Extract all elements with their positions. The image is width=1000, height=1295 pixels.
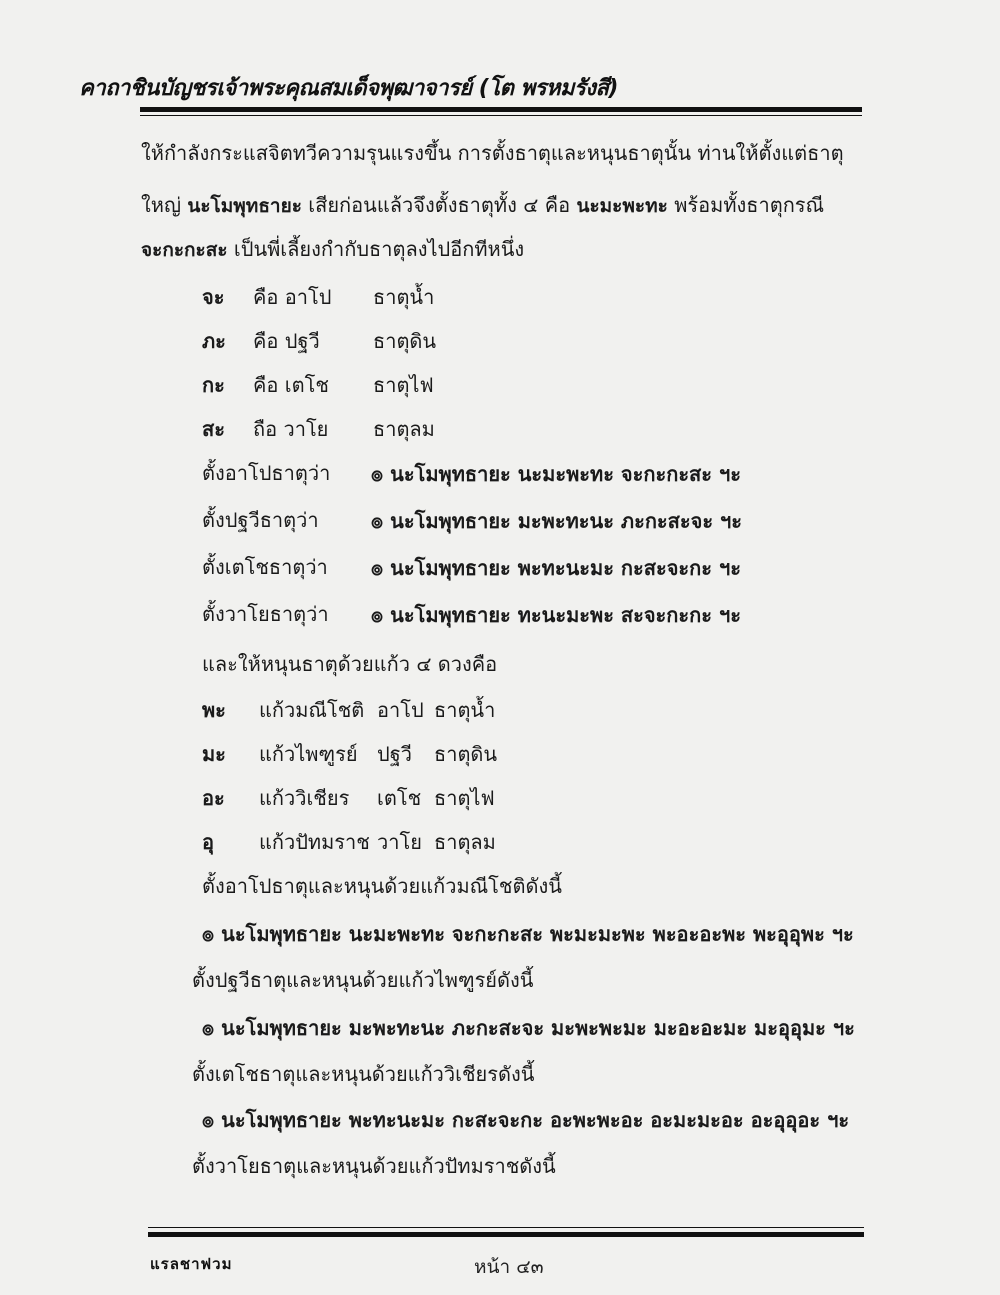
gem-syllable: อุ: [202, 830, 215, 854]
gem-element-name: ธาตุดิน: [434, 742, 498, 766]
setting-label: ตั้งปฐวีธาตุว่า: [202, 508, 319, 532]
gem-element-name: ธาตุไฟ: [434, 786, 495, 810]
setting-chant: ๏ นะโมพุทธายะ พะทะนะมะ กะสะจะกะ ฯะ: [371, 556, 741, 580]
gem-syllable: มะ: [202, 742, 226, 766]
setting-label: ตั้งวาโยธาตุว่า: [202, 602, 329, 626]
paragraph-line-3: จะกะกะสะ เป็นพี่เลี้ยงกำกับธาตุลงไปอีกทีหนึ่ง: [141, 237, 525, 261]
element-is: ถือ วาโย: [253, 417, 329, 441]
setting-label: ตั้งอาโปธาตุว่า: [202, 461, 331, 485]
element-is: คือ ปฐวี: [253, 329, 320, 353]
support-intro: ตั้งวาโยธาตุและหนุนด้วยแก้วปัทมราชดังนี้: [192, 1154, 556, 1178]
gem-name: แก้วมณีโชติ: [259, 698, 365, 722]
support-intro: ตั้งเตโชธาตุและหนุนด้วยแก้ววิเชียรดังนี้: [192, 1062, 535, 1086]
element-is: คือ เตโช: [253, 373, 329, 397]
element-is: คือ อาโป: [253, 285, 332, 309]
gem-syllable: พะ: [202, 698, 226, 722]
header-title: คาถาชินบัญชรเจ้าพระคุณสมเด็จพุฒาจารย์ (โต พรหมรังสี): [79, 76, 618, 101]
support-chant: ๏ นะโมพุทธายะ นะมะพะทะ จะกะกะสะ พะมะมะพะ พะอะอะพะ พะอุอุพะ ฯะ: [202, 922, 854, 946]
setting-chant: ๏ นะโมพุทธายะ มะพะทะนะ ภะกะสะจะ ฯะ: [371, 509, 743, 533]
support-chant: ๏ นะโมพุทธายะ มะพะทะนะ ภะกะสะจะ มะพะพะมะ มะอะอะมะ มะอุอุมะ ฯะ: [202, 1016, 855, 1040]
element-syllable: ภะ: [202, 329, 226, 353]
gem-element: อาโป: [377, 698, 424, 722]
gems-intro: และให้หนุนธาตุด้วยแก้ว ๔ ดวงคือ: [202, 652, 498, 676]
support-intro: ตั้งปฐวีธาตุและหนุนด้วยแก้วไพฑูรย์ดังนี้: [192, 968, 534, 992]
header-rule-thin: [140, 115, 862, 116]
setting-label: ตั้งเตโชธาตุว่า: [202, 555, 328, 579]
gem-element: วาโย: [377, 830, 422, 854]
gem-element: เตโช: [377, 786, 422, 810]
bold-term: นะมะพะทะ: [576, 195, 668, 217]
element-syllable: จะ: [202, 285, 225, 309]
paragraph-line-1: ให้กำลังกระแสจิตทวีความรุนแรงขึ้น การตั้งธาตุและหนุนธาตุนั้น ท่านให้ตั้งแต่ธาตุ: [141, 141, 844, 165]
setting-chant: ๏ นะโมพุทธายะ ทะนะมะพะ สะจะกะกะ ฯะ: [371, 603, 741, 627]
support-intro: ตั้งอาโปธาตุและหนุนด้วยแก้วมณีโชติดังนี้: [202, 874, 562, 898]
gem-syllable: อะ: [202, 786, 225, 810]
footer-logo: แรลชาฟวม: [150, 1255, 233, 1273]
element-name: ธาตุน้ำ: [373, 285, 435, 309]
gem-name: แก้วปัทมราช: [259, 830, 370, 854]
header-rule-thick: [140, 107, 862, 112]
footer-rule-thick: [148, 1232, 864, 1237]
gem-element-name: ธาตุน้ำ: [434, 698, 496, 722]
element-name: ธาตุไฟ: [373, 373, 434, 397]
support-chant: ๏ นะโมพุทธายะ พะทะนะมะ กะสะจะกะ อะพะพะอะ อะมะมะอะ อะอุอุอะ ฯะ: [202, 1108, 850, 1132]
footer-rule-thin: [148, 1227, 864, 1228]
page-number: หน้า ๔๓: [474, 1256, 544, 1278]
setting-chant: ๏ นะโมพุทธายะ นะมะพะทะ จะกะกะสะ ฯะ: [371, 462, 741, 486]
element-name: ธาตุดิน: [373, 329, 437, 353]
element-name: ธาตุลม: [373, 417, 435, 441]
gem-element: ปฐวี: [377, 742, 412, 766]
gem-name: แก้ววิเชียร: [259, 786, 350, 810]
gem-name: แก้วไพฑูรย์: [259, 742, 358, 766]
paragraph-line-2: ใหญ่ นะโมพุทธายะ เสียก่อนแล้วจึงตั้งธาตุทั้ง ๔ คือ นะมะพะทะ พร้อมทั้งธาตุกรณี: [141, 193, 825, 217]
bold-term: จะกะกะสะ: [141, 239, 228, 261]
element-syllable: กะ: [202, 373, 225, 397]
element-syllable: สะ: [202, 417, 225, 441]
bold-term: นะโมพุทธายะ: [187, 195, 302, 217]
gem-element-name: ธาตุลม: [434, 830, 496, 854]
